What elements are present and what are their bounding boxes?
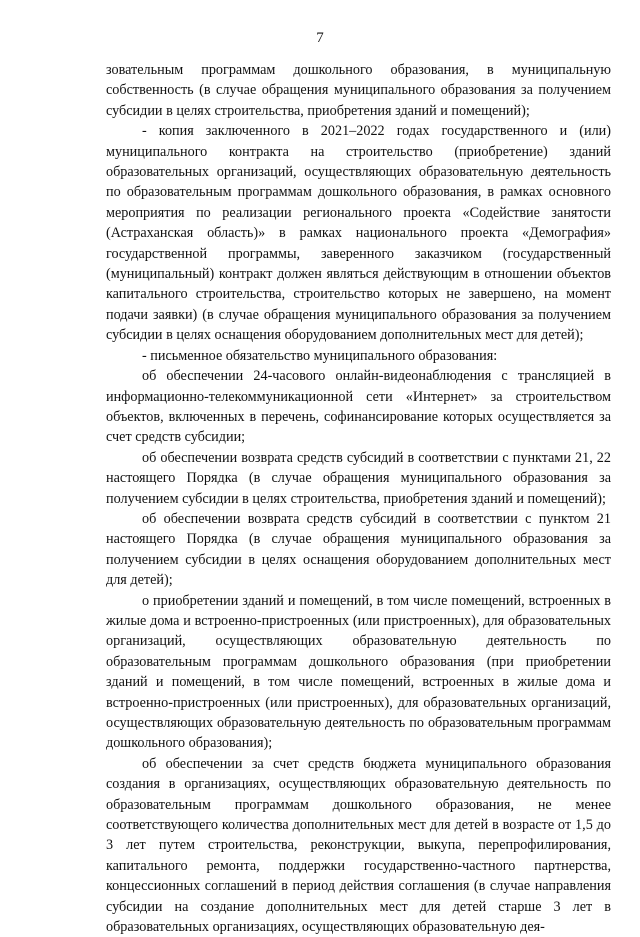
page-number: 7 [316, 30, 324, 46]
paragraph-acquisition: о приобретении зданий и помещений, в том числе помещений, встроенных в жилые дома и встроенно-пристроенных (или пристроенных), для образовательных организаций, осуществляющих образовательную деятельность по образовательным программам дошкольного образования (при приобретении зданий и помещений, в том числе помещений, встроенных в жилые дома и встроенно-пристроенных (или пристроенных), для образовательных организаций, осуществляющих образовательную деятельность по образовательным программам дошкольного образования); [106, 592, 611, 752]
paragraph-continuation: зовательным программам дошкольного образования, в муниципальную собственность (в случае обращения муниципального образования за получением субсидии в целях строительства, приобретения зданий и помещений); [106, 62, 611, 119]
paragraph-budget-places: об обеспечении за счет средств бюджета муниципального образования создания в организациях, осуществляющих образовательную деятельность по образовательным программам дошкольного образования, не менее соответствующего количества дополнительных мест для детей в возрасте от 1,5 до 3 лет путем строительства, реконструкции, выкупа, перепрофилирования, капитального ремонта, поддержки государственно-частного партнерства, концессионных соглашений в период действия соглашения (в случае направления субсидии на создание дополнительных мест для детей старше 3 лет в образовательных организациях, осуществляющих образовательную дея- [106, 755, 611, 936]
paragraph-written-obligation: - письменное обязательство муниципального образования: [142, 347, 498, 364]
paragraph-return-21: об обеспечении возврата средств субсидий в соответствии с пунктом 21 настоящего Порядка (в случае обращения муниципального образования за получением субсидии в целях оснащения оборудованием дополнительных мест для детей); [106, 510, 611, 589]
paragraph-return-21-22: об обеспечении возврата средств субсидий в соответствии с пунктами 21, 22 настоящего Порядка (в случае обращения муниципального образования за получением субсидии в целях строительства, приобретения зданий и помещений); [106, 449, 611, 507]
body-text [106, 60, 611, 937]
paragraph-video-surveillance: об обеспечении 24-часового онлайн-видеонаблюдения с трансляцией в информационно-телекоммуникационной сети «Интернет» за строительством объектов, включенных в перечень, софинансирование которых осуществляется за счет средств субсидии; [106, 368, 611, 446]
paragraph-contract-copy: - копия заключенного в 2021–2022 годах государственного и (или) муниципального контракта на строительство (приобретение) зданий образовательных организаций, осуществляющих образовательную деятельность по образовательным программам дошкольного образования, в рамках основного мероприятия по реализации регионального проекта «Содействие занятости (Астраханская область)» в рамках национального проекта «Демография» государственной программы, заверенного заказчиком (государственный (муниципальный) контракт должен являться действующим в отношении объектов капитального строительства, строительство которых не завершено, на момент подачи заявки) (в случае обращения муниципального образования за получением субсидии в целях оснащения оборудованием дополнительных мест для детей); [106, 123, 611, 344]
